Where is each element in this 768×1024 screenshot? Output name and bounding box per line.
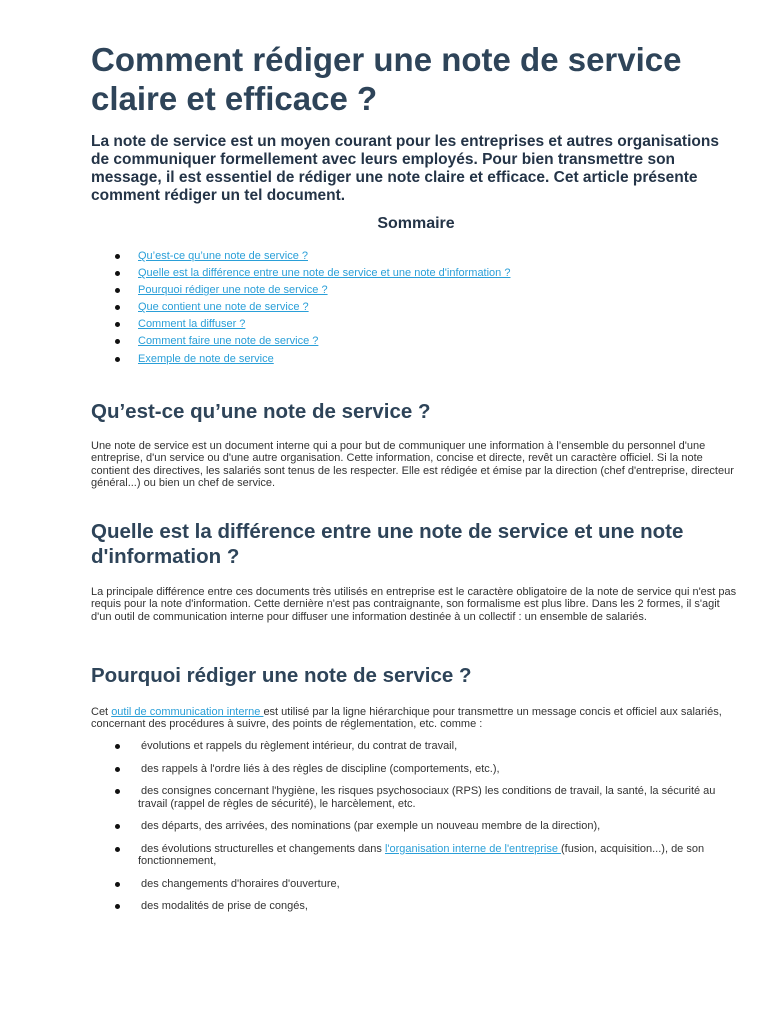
- toc-item: [91, 267, 741, 284]
- toc-item: [91, 318, 741, 335]
- toc-link-exemple[interactable]: Exemple de note de service: [138, 352, 274, 365]
- toc-item: [91, 335, 741, 352]
- text-segment: Cet: [91, 706, 112, 718]
- toc-item: [91, 353, 741, 370]
- list-item: des rappels à l'ordre liés à des règles de discipline (comportements, etc.),: [91, 763, 743, 776]
- section-text-definition: Une note de service est un document interne qui a pour but de communiquer une information à l’ensemble du personnel d'une entreprise, d'un service ou d'une autre organisation. Cette information, concise et directe, revêt un caractère officiel. Si la note contient des directives, les salariés sont tenus de les respecter. Elle est rédigée et émise par la direction (chef d'entreprise, directeur général...) ou bien un chef de service.: [91, 440, 734, 489]
- list-item: évolutions et rappels du règlement intérieur, du contrat de travail,: [91, 740, 743, 753]
- list-item: des changements d'horaires d'ouverture,: [91, 878, 743, 891]
- section-text-difference: La principale différence entre ces documents très utilisés en entreprise est le caractère obligatoire de la note de service qui n'est pas requis pour la note d'information. Cette dernière n'est pas contraignante, son formalisme est plus libre. Dans les 2 formes, il s'agit d'un outil de communication interne pour diffuser une information destinée à un collectif : un ensemble de salariés.: [91, 586, 737, 623]
- list-item: des évolutions structurelles et changements dans l'organisation interne de l'entreprise (fusion, acquisition...), de son fonctionnement,: [91, 843, 743, 868]
- lead-paragraph: La note de service est un moyen courant pour les entreprises et autres organisations de communiquer formellement avec leurs employés. Pour bien transmettre son message, il est essentiel de rédiger une note claire et efficace. Cet article présente comment rédiger un tel document.: [91, 133, 719, 204]
- toc-item: [91, 284, 741, 301]
- list-item: des modalités de prise de congés,: [91, 900, 743, 913]
- list-item: des consignes concernant l'hygiène, les risques psychosociaux (RPS) les conditions de travail, la santé, la sécurité au travail (rappel de règles de sécurité), le harcèlement, etc.: [91, 785, 743, 810]
- list-item: des départs, des arrivées, des nominations (par exemple un nouveau membre de la direction),: [91, 820, 743, 833]
- link-outil-communication[interactable]: outil de communication interne: [111, 706, 264, 718]
- toc-link-pourquoi[interactable]: Pourquoi rédiger une note de service ?: [138, 284, 328, 297]
- section-heading-difference: Quelle est la différence entre une note de service et une note d'information ?: [91, 520, 684, 568]
- toc-link-diffuser[interactable]: Comment la diffuser ?: [138, 318, 246, 331]
- bullet-list: [91, 740, 743, 923]
- page-title: Comment rédiger une note de service claire et efficace ?: [91, 41, 682, 117]
- text-segment: est utilisé par la ligne hiérarchique pour transmettre un message concis et officiel aux salariés, concernant des procédures à suivre, des points de réglementation, etc. comme :: [91, 706, 722, 731]
- toc-item: [91, 301, 741, 318]
- toc-link-difference[interactable]: Quelle est la différence entre une note de service et une note d'information ?: [138, 267, 511, 280]
- link-organisation-interne[interactable]: l'organisation interne de l'entreprise: [384, 842, 562, 855]
- toc-link-contenu[interactable]: Que contient une note de service ?: [138, 301, 309, 314]
- section-heading-pourquoi: Pourquoi rédiger une note de service ?: [91, 664, 472, 687]
- toc-title: Sommaire: [377, 215, 455, 232]
- table-of-contents: [91, 250, 741, 370]
- toc-link-definition[interactable]: Qu’est-ce qu’une note de service ?: [138, 250, 308, 262]
- section-text-pourquoi: [91, 706, 743, 731]
- toc-link-faire[interactable]: Comment faire une note de service ?: [138, 335, 319, 348]
- section-heading-definition: Qu’est-ce qu’une note de service ?: [91, 400, 431, 423]
- toc-item: [91, 250, 741, 267]
